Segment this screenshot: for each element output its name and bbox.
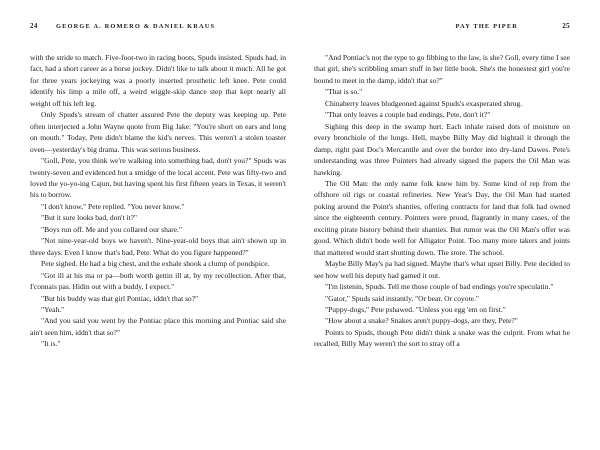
- paragraph: "Yeah.": [41, 304, 65, 314]
- paragraph: "How about a snake? Snakes aren't puppy-dogs, are they, Pete?": [325, 316, 518, 326]
- paragraph: Chinaberry leaves bludgeoned against Spuds's exasperated shrug.: [325, 98, 523, 108]
- paragraph: "I don't know," Pete replied. "You never know.": [41, 201, 185, 211]
- paragraph: Sighing this deep in the swamp hurt. Each inhale raised dots of moisture on every bronchiole of the lungs. Hell, maybe Billy May did hightail it through the damp, right past Doc's Mercantile and over the border into dry-land Dawes. Pete's understanding was three Pointers had already signed the papers the Oil Man was hawking.: [314, 121, 570, 177]
- paragraph: "Got ill at his ma or pa—both worth gettin ill at, by my recollection. After that, I'connais pas. Hidin out with a buddy, I expect.": [30, 270, 286, 292]
- paragraph: Maybe Billy May's pa had signed. Maybe that's what upset Billy. Pete decided to see how well his deputy had gamed it out.: [314, 259, 570, 280]
- paragraph: "That is so.": [325, 87, 363, 97]
- paragraph: with the stride to match. Five-foot-two in racing boots, Spuds insisted. Spuds had, in fact, had a short career as a horse jockey. Didn't like to talk about it much. All he got for three years jockeying was a poorly inserted prosthetic left knee. Pete could identify his limp a mile off, a weird wiggle-skip dance step that kept nearly all weight off his left leg.: [30, 53, 286, 108]
- paragraph: The Oil Man: the only name folk knew him by. Some kind of rep from the offshore oil rigs or coastal refineries. New Year's Day, the Oil Man had started poking around the Point's shanties, offering contracts for land that folk had owned since the eighteenth century. Pointers were proud, flagrantly in many cases, of the exciting pirate history behind their shanties. But rumor was the Oil Man's offer was good. Which didn't bode well for Alligator Point. Too many more takers and joints that mattered would start shutting down. The store. The school.: [314, 178, 570, 257]
- paragraph: Points to Spuds, though Pete didn't think a snake was the culprit. From what he recalled, Billy May weren't the sort to stray off a: [314, 327, 570, 349]
- left-running-title: GEORGE A. ROMERO & DANIEL KRAUS: [56, 23, 216, 30]
- right-column: [314, 52, 570, 350]
- left-page-number: 24: [30, 22, 38, 30]
- paragraph: Only Spuds's stream of chatter assured Pete the deputy was keeping up. Pete often interjected a John Wayne quote from Big Jake: "You're short on ears and long on mouth." Today, Pete didn't blame the kid's nerves. This weren't a stolen toaster oven—yesterday's big drama. This was serious business.: [30, 110, 286, 154]
- right-running-title: PAY THE PIPER: [455, 23, 518, 30]
- paragraph: "Not nine-year-old boys we haven't. Nine-year-old boys that ain't shown up in three days. Even I know that's bad, Pete. What do you figure happened?": [30, 236, 286, 257]
- paragraph: "It is.": [41, 339, 61, 349]
- paragraph: "And Pontiac's not the type to go fibbing to the law, is she? Goll, every time I see that girl, she's scribbling smart stuff in her little book. She's the honestest girl you're bound to meet in the damp, iddn't that so?": [314, 53, 570, 85]
- paragraph: "Boys run off. Me and you collared our share.": [41, 224, 183, 234]
- paragraph: "Gator," Spuds said instantly. "Or bear. Or coyote.": [325, 293, 479, 303]
- paragraph: Pete sighed. He had a big chest, and the exhale shook a clump of pondspice.: [41, 259, 270, 269]
- paragraph: "And you said you went by the Pontiac place this morning and Pontiac said she ain't seen him, iddn't that so?": [30, 316, 286, 337]
- paragraph: "But his buddy was that girl Pontiac, iddn't that so?": [41, 293, 199, 303]
- paragraph: "But it sure looks bad, don't it?": [41, 213, 138, 223]
- right-page-number: 25: [562, 22, 570, 30]
- paragraph: "Puppy-dogs," Pete pshawed. "Unless you egg 'em on first.": [325, 304, 506, 314]
- running-head: [30, 22, 570, 32]
- paragraph: "That only leaves a couple bad endings, Pete, don't it?": [325, 110, 491, 120]
- text-columns: [30, 52, 570, 350]
- paragraph: "Goll, Pete, you think we're walking into something bad, don't you?" Spuds was twenty-seven and evidenced but a smidge of the local accent. Pete was fifty-two and loved the yo-yo-ing Cajun, but having spent his first fifteen years in Texas, it weren't his to borrow.: [30, 156, 286, 200]
- left-column: [30, 52, 286, 350]
- paragraph: "I'm listenin, Spuds. Tell me those couple of bad endings you're speculatin.": [325, 282, 554, 292]
